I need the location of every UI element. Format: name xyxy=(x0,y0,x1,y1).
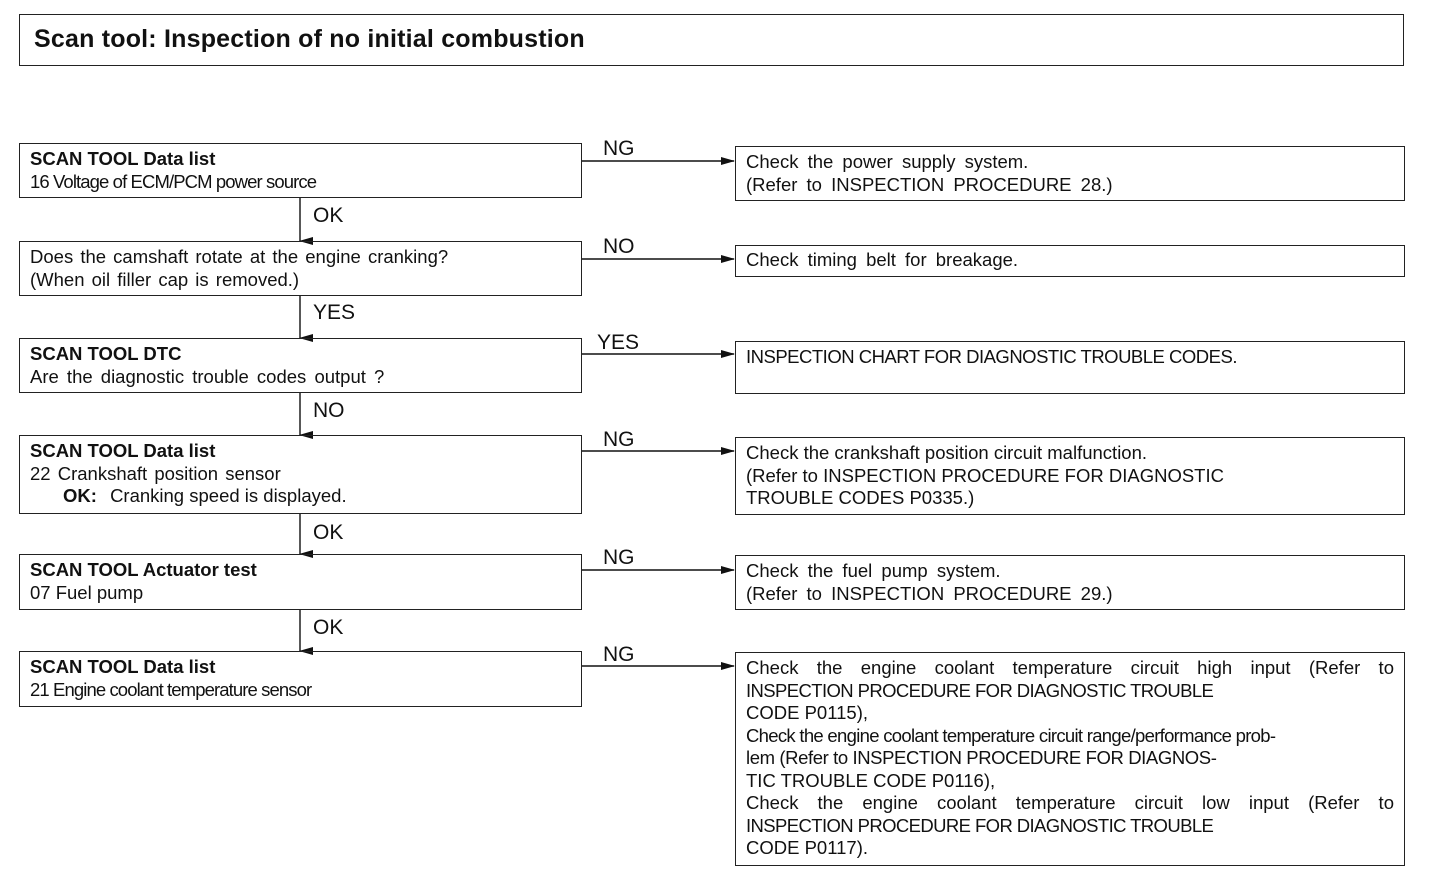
step-2-line-2: (When oil filler cap is removed.) xyxy=(30,268,300,290)
step-5-detail: 07 Fuel pump xyxy=(30,581,144,603)
result-4-line-1: Check the crankshaft position circuit malfunction. xyxy=(746,442,1148,463)
step-5-heading: SCAN TOOL Actuator test xyxy=(30,559,257,580)
down-label-4: OK xyxy=(313,521,344,544)
step-box-2 xyxy=(19,241,582,296)
step-box-4 xyxy=(19,435,582,514)
result-1-line-2: (Refer to INSPECTION PROCEDURE 28.) xyxy=(746,173,1113,195)
step-box-5 xyxy=(19,554,582,610)
result-box-6 xyxy=(735,652,1405,866)
branch-label-3: YES xyxy=(597,331,640,354)
step-6-heading: SCAN TOOL Data list xyxy=(30,656,216,677)
step-4-ok-line xyxy=(30,485,571,508)
branch-label-6: NG xyxy=(603,643,635,666)
down-label-1: OK xyxy=(313,204,344,227)
branch-label-4: NG xyxy=(603,428,635,451)
result-6-line-1: Check the engine coolant temperature circuit high input (Refer to xyxy=(746,657,1394,678)
branch-label-5: NG xyxy=(603,546,635,569)
result-6-line-9: CODE P0117). xyxy=(746,837,869,858)
result-4-line-2: (Refer to INSPECTION PROCEDURE FOR DIAGNOSTIC xyxy=(746,464,1224,486)
result-5-line-1: Check the fuel pump system. xyxy=(746,560,1001,581)
down-label-5: OK xyxy=(313,616,344,639)
result-6-line-5: lem (Refer to INSPECTION PROCEDURE FOR DIAGNOS- xyxy=(746,747,1217,768)
step-1-detail: 16 Voltage of ECM/PCM power source xyxy=(30,170,317,192)
branch-label-1: NG xyxy=(603,137,635,160)
result-3-line-1: INSPECTION CHART FOR DIAGNOSTIC TROUBLE CODES. xyxy=(746,346,1237,367)
down-label-2: YES xyxy=(313,301,356,324)
down-label-3: NO xyxy=(313,399,345,422)
step-box-1 xyxy=(19,143,582,198)
result-box-5 xyxy=(735,555,1405,610)
result-5-line-2: (Refer to INSPECTION PROCEDURE 29.) xyxy=(746,582,1113,604)
step-box-6 xyxy=(19,651,582,707)
result-6-line-3: CODE P0115), xyxy=(746,702,869,723)
ok-criteria-text: Cranking speed is displayed. xyxy=(110,485,347,506)
page-title: Scan tool: Inspection of no initial combustion xyxy=(34,25,585,53)
step-3-heading: SCAN TOOL DTC xyxy=(30,343,182,364)
ok-criteria-label: OK: xyxy=(63,485,97,506)
result-4-line-3: TROUBLE CODES P0335.) xyxy=(746,487,975,508)
branch-label-2: NO xyxy=(603,235,635,258)
result-6-line-8: INSPECTION PROCEDURE FOR DIAGNOSTIC TROUBLE xyxy=(746,814,1214,836)
step-box-3 xyxy=(19,338,582,393)
result-box-2 xyxy=(735,245,1405,277)
result-2-line-1: Check timing belt for breakage. xyxy=(746,249,1019,270)
step-2-line-1: Does the camshaft rotate at the engine cranking? xyxy=(30,246,449,267)
result-box-3 xyxy=(735,341,1405,394)
result-box-4 xyxy=(735,437,1405,515)
step-3-detail: Are the diagnostic trouble codes output ? xyxy=(30,365,385,387)
result-6-line-7: Check the engine coolant temperature circuit low input (Refer to xyxy=(746,792,1394,813)
title-box xyxy=(19,14,1404,66)
result-6-line-4: Check the engine coolant temperature circuit range/performance prob- xyxy=(746,724,1276,746)
step-1-heading: SCAN TOOL Data list xyxy=(30,148,216,169)
step-6-detail: 21 Engine coolant temperature sensor xyxy=(30,678,312,700)
result-6-line-2: INSPECTION PROCEDURE FOR DIAGNOSTIC TROUBLE xyxy=(746,679,1214,701)
result-6-line-6: TIC TROUBLE CODE P0116), xyxy=(746,769,996,791)
step-4-heading: SCAN TOOL Data list xyxy=(30,440,216,461)
result-box-1 xyxy=(735,146,1405,201)
result-1-line-1: Check the power supply system. xyxy=(746,151,1029,172)
step-4-detail: 22 Crankshaft position sensor xyxy=(30,462,281,484)
